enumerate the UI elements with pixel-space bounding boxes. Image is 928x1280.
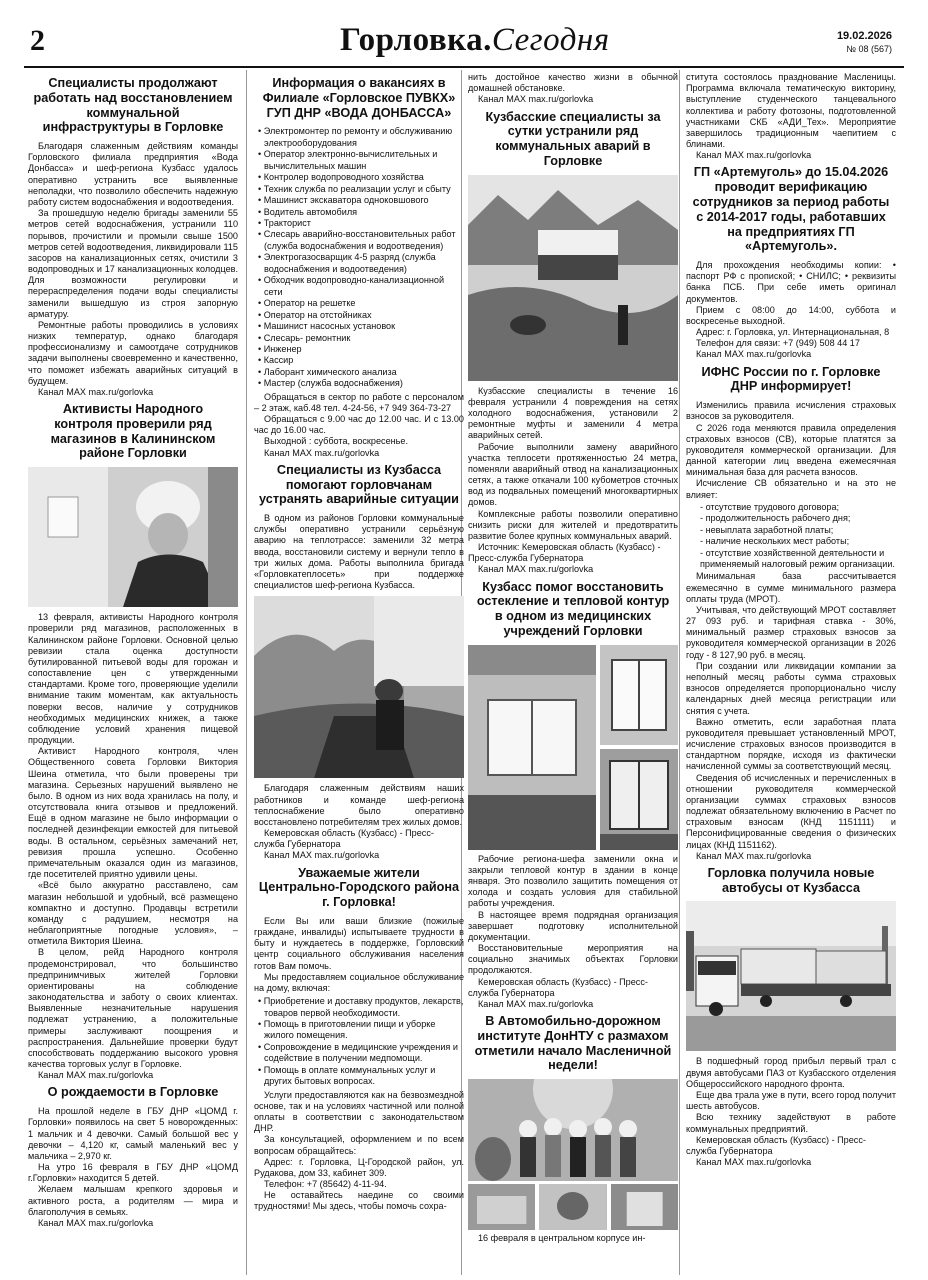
- paragraph: Минимальная база рассчитывается ежемесячно в сумме минимального размера оплаты труда (МРОТ).: [686, 571, 896, 604]
- paragraph: Всю технику задействуют в работе коммунальных предприятий.: [686, 1112, 896, 1134]
- column-divider: [246, 70, 247, 1275]
- conditions-list: [686, 502, 896, 571]
- article-title: Информация о вакансиях в Филиале «Горловское ПУВКХ» ГУП ДНР «ВОДА ДОНБАССА»: [262, 75, 456, 120]
- photo-maslenitsa-group: [468, 1079, 678, 1181]
- paragraph: Комплексные работы позволили оперативно снизить риски для жителей и предотвратить развитие более крупных коммунальных аварий.: [468, 508, 678, 541]
- photo-window-inside: [600, 749, 678, 850]
- photo-row-maslenitsa: [468, 1184, 678, 1230]
- source-link[interactable]: Канал MAX max.ru/gorlovka: [38, 386, 154, 397]
- article-continuation: [686, 72, 896, 161]
- source-link[interactable]: Канал MAX max.ru/gorlovka: [478, 94, 594, 105]
- article-title: Горловка получила новые автобусы от Кузбасса: [707, 864, 875, 895]
- list-item: • Кассир: [254, 355, 464, 366]
- list-item: • Оператор на отстойниках: [254, 310, 464, 321]
- article-title: Уважаемые жители Центрально-Городского района г. Горловка!: [258, 864, 460, 910]
- list-item: - продолжительность рабочего дня;: [686, 513, 896, 524]
- article-title: ИФНС России по г. Горловке ДНР информирует!: [701, 363, 881, 394]
- paragraph: Выходной : суббота, воскресенье.: [264, 436, 408, 447]
- paragraph: Ремонтные работы проводились в условиях низких температур, однако благодаря профессионализму и самоотдаче сотрудников задачи выполнены своевременно и качественно, что поможет избежать аварийных ситуаций в будущем.: [28, 319, 238, 386]
- paragraph: Мы предоставляем социальное обслуживание на дому, включая:: [254, 971, 464, 993]
- photo-buses-trucks: [686, 901, 896, 1051]
- list-item: • Мастер (служба водоснабжения): [254, 378, 464, 389]
- paragraph: Исчисление СВ обязательно и на это не влияет:: [686, 478, 896, 500]
- column-2: [254, 72, 464, 1213]
- photo-window-frame: [600, 645, 678, 745]
- photo-repair-site: [468, 175, 678, 381]
- list-item: • Электромонтер по ремонту и обслуживанию электрооборудования: [254, 126, 464, 149]
- paragraph: На прошлой неделе в ГБУ ДНР «ЦОМД г. Горловки» появилось на свет 5 новорожденных: 1 мальчик и 4 девочки. Самый большой вес у девочки – 4,120 кг, самый маленький вес у мальчика – 2,970 кг.: [28, 1106, 238, 1161]
- source-credit: Кемеровская область (Кузбасс) - Пресс-служба Губернатора: [686, 1134, 866, 1156]
- paragraph: В целом, рейд Народного контроля продемонстрировал, что большинство предпринимчивых жителей Горловки ориентированы на соблюдение законодательства и заботу о своих клиентах. Выявленные незначительные нарушения подлежат устранению, а положительные примеры заслуживают поощрения и распространения. Дальнейшие проверки будут способствовать поддержанию высокого уровня качества торговых услуг в Горловке.: [28, 947, 238, 1070]
- photo-event-3: [611, 1184, 678, 1230]
- paragraph: Адрес: г. Горловка, Ц-Городской район, ул. Рудакова, дом 33, кабинет 309.: [254, 1156, 464, 1178]
- source-link[interactable]: Канал MAX max.ru/gorlovka: [696, 850, 812, 861]
- paragraph: Для прохождения необходимы копии: • паспорт РФ с пропиской; • СНИЛС; • реквизиты банка ПСБ. При себе иметь оригинал документов.: [686, 260, 896, 304]
- list-item: - наличие нескольких мест работы;: [686, 536, 896, 547]
- list-item: - отсутствие трудового договора;: [686, 502, 896, 513]
- article-title: Кузбасс помог восстановить остекление и тепловой контур в одном из медицинских учреждений Горловки: [476, 578, 670, 638]
- issue-date: 19.02.2026: [836, 30, 892, 42]
- newspaper-title: Горловка.Сегодня: [340, 22, 610, 58]
- source-credit: Кемеровская область (Кузбасс) - Пресс-служба Губернатора: [468, 976, 648, 998]
- article-kuzbass-specialists: [468, 110, 678, 576]
- paragraph: 13 февраля, активисты Народного контроля проверили ряд магазинов, расположенных в Калининском районе Горловки. Основной целью ревизии стала оценка доступности бутилированной питьевой воды для горожан и сопоставление цен с утвержденными стандартами. Кроме того, проверяющие уделили внимание таким моментам, как актуальность поверки весов, наличие у сотрудников необходимых медицинских книжек, а также соблюдение условий хранения пищевой продукции.: [28, 612, 238, 746]
- article-people-control: [28, 402, 238, 1081]
- source-link[interactable]: Канал MAX max.ru/gorlovka: [696, 150, 812, 161]
- source-link[interactable]: Канал MAX max.ru/gorlovka: [478, 564, 594, 575]
- list-item: • Обходчик водопроводно-канализационной сети: [254, 275, 464, 298]
- article-heating-repair: [254, 463, 464, 862]
- paragraph: нить достойное качество жизни в обычной домашней обстановке.: [468, 72, 678, 94]
- photo-grid-windows: [468, 645, 678, 850]
- article-title: Специалисты продолжают работать над восстановлением коммунальной инфраструктуры в Горловке: [33, 75, 233, 135]
- source-link[interactable]: Канал MAX max.ru/gorlovka: [696, 1157, 812, 1168]
- source-link[interactable]: Канал MAX max.ru/gorlovka: [264, 850, 380, 861]
- paragraph: В настоящее время подрядная организация завершает подготовку исполнительной документации.: [468, 909, 678, 942]
- list-item: - невыплата заработной платы;: [686, 525, 896, 536]
- paragraph: Телефон: +7 (85642) 4-11-94.: [264, 1179, 387, 1190]
- list-item: • Машинист насосных установок: [254, 321, 464, 332]
- article-title: ГП «Артемуголь» до 15.04.2026 проводит верификацию сотрудников за период работы с 2014-2017 годы, работавших на предприятиях ГП «Артемуголь».: [692, 164, 890, 254]
- paragraph: Кузбасские специалисты в течение 16 февраля устранили 4 повреждения на сетях холодного водоснабжения, установили 2 ремонтные муфты и заменили 4 метра аварийных сетей.: [468, 385, 678, 441]
- paragraph: Обращаться с 9.00 час до 12.00 час. И с 13.00 час до 16.00 час.: [254, 414, 464, 436]
- list-item: - отсутствие хозяйственной деятельности и применяемый налоговый режим организации.: [686, 548, 896, 571]
- paragraph: Если Вы или ваши близкие (пожилые граждане, инвалиды) испытываете трудности в быту и нуждаетесь в поддержке, Горловский центр социального обслуживания населения готов Вам помочь.: [254, 915, 464, 971]
- paragraph: При создании или ликвидации компании за неполный месяц работы сумма страховых взносов определяется пропорционально числу календарных дней месяца регистрации или снятия с учета.: [686, 660, 896, 716]
- list-item: • Водитель автомобиля: [254, 207, 464, 218]
- photo-room-window: [468, 645, 596, 850]
- service-list: [254, 996, 464, 1088]
- list-item: • Машинист экскаватора одноковшового: [254, 195, 464, 206]
- list-item: • Помощь в приготовлении пищи и уборке жилого помещения.: [254, 1019, 464, 1042]
- source-credit: Кемеровская область (Кузбасс) - Пресс-служба Губернатора: [254, 828, 434, 850]
- source-link[interactable]: Канал MAX max.ru/gorlovka: [38, 1070, 154, 1081]
- list-item: • Оператор электронно-вычислительных и вычислительных машин: [254, 149, 464, 172]
- column-divider: [679, 70, 680, 1275]
- paragraph: Еще два трала уже в пути, всего город получит шесть автобусов.: [686, 1089, 896, 1112]
- paragraph: Учитывая, что действующий МРОТ составляет 27 093 руб. и тарифная ставка - 30%, минимальный размер страховых взносов за руководителя коммерческой организации в 2026 году - 8 127,90 руб. в месяц.: [686, 604, 896, 660]
- paragraph: Важно отметить, если заработная плата руководителя превышает установленный МРОТ, исчисление страховых взносов производится в стандартном порядке, исходя из фактически начисленной суммы за соответствующий месяц.: [686, 716, 896, 772]
- issue-info: [837, 30, 892, 54]
- list-item: • Слесарь- ремонтник: [254, 333, 464, 344]
- photo-inspector-reading: [28, 467, 238, 607]
- article-title: Кузбасские специалисты за сутки устранили ряд коммунальных аварий в Горловке: [485, 108, 661, 168]
- article-title: Активисты Народного контроля проверили ряд магазинов в Калининском районе Горловки: [50, 401, 216, 461]
- article-new-buses: [686, 866, 896, 1168]
- paragraph: Активист Народного контроля, член Общественного совета Горловки Виктория Шеина отметила, что были проверены три магазина. Серьезных нарушений выявлено не было. В одном из них вода хранилась на полу, и отсутствовала книга отзывов и предложений. Ещё в одном магазине не было информации о последней дезинфекции емкостей для питьевой воды. В остальном, серьёзных замечаний нет, ревизия прошла успешно. Особенно примечательным оказался один из магазинов, где посетителей приятно удивили цены.: [28, 746, 238, 880]
- column-3: [468, 72, 678, 1244]
- source-link[interactable]: Канал MAX max.ru/gorlovka: [478, 998, 594, 1009]
- article-title: В Автомобильно-дорожном институте ДонНТУ с размахом отметили начало Масленичной недели!: [474, 1013, 672, 1073]
- article-continuation: [468, 72, 678, 106]
- paragraph: В подшефный город прибыл первый трал с двумя автобусами ПАЗ от Кузбасского отделения Общероссийского народного фронта.: [686, 1056, 896, 1089]
- article-maslenitsa: [468, 1014, 678, 1244]
- column-4: [686, 72, 896, 1168]
- paragraph: «Всё было аккуратно расставлено, сам магазин небольшой и удобный, всё размещено компактно и доступно. Продавцы встретили команду с радушием, несмотря на неблагоприятные погодные условия», – отметила Виктория Шеина.: [28, 880, 238, 947]
- article-birth-rate: [28, 1085, 238, 1229]
- paragraph: За прошедшую неделю бригады заменили 55 метров сетей водоснабжения, устранили 110 порывов, прочистили и промыли свыше 1500 метров сетей водоотведения, ликвидировали 115 засоров на канализационных сетях, очистили 3 водопроводных и 17 канализационных колодцев. Для возможности регулировки и перераспределения подачи воды специалисты заменили вышедшую из строя запорную арматуру.: [28, 208, 238, 319]
- paragraph: Услуги предоставляются как на безвозмездной основе, так и на условиях частичной или полной оплаты в соответствии с законодательством ДНР.: [254, 1089, 464, 1134]
- page-number: 2: [30, 24, 45, 57]
- list-item: • Тракторист: [254, 218, 464, 229]
- article-tax-service: [686, 365, 896, 862]
- article-title: Специалисты из Кузбасса помогают горловчанам устранять аварийные ситуации: [259, 461, 459, 507]
- list-item: • Инженер: [254, 344, 464, 355]
- paragraph: Изменились правила исчисления страховых взносов за руководителя.: [686, 400, 896, 422]
- paragraph: Телефон для связи: +7 (949) 508 44 17: [696, 338, 860, 349]
- photo-event-1: [468, 1184, 535, 1230]
- header-rule: [24, 66, 904, 68]
- source-link[interactable]: Канал MAX max.ru/gorlovka: [696, 349, 812, 360]
- paragraph: Благодаря слаженным действиям команды Горловского филиала предприятия «Вода Донбасса» и шеф-региона Кузбасс удалось оперативно устранить все выявленные неполадки, что позволило обеспечить надежную работу систем водоснабжения и водоотведения.: [28, 141, 238, 207]
- paragraph: Сведения об исчисленных и перечисленных в отношении руководителя коммерческой организации суммах страховых взносов подлежат обязательному включению в Расчет по страховым взносам (КНД 1151111) и Персонифицированные сведения о физических лицах (КНД 1151162).: [686, 772, 896, 850]
- column-1: [28, 72, 238, 1229]
- article-title: О рождаемости в Горловке: [47, 1084, 219, 1100]
- article-social-service: [254, 866, 464, 1213]
- paragraph: Не оставайтесь наедине со своими трудностями! Мы здесь, чтобы помочь сохра-: [254, 1190, 464, 1212]
- paragraph: Желаем малышам крепкого здоровья и активного роста, а родителям — мира и благополучия в семьях.: [28, 1184, 238, 1217]
- source-credit: Источник: Кемеровская область (Кузбасс) - Пресс-служба Губернатора: [468, 542, 661, 564]
- paragraph: 16 февраля в центральном корпусе ин-: [478, 1233, 646, 1244]
- paragraph: В одном из районов Горловки коммунальные службы оперативно устранили серьёзную аварию на теплотрассе: заменили 32 метра ввода, восстановили систему и вернули тепло в три жилых дома. Работы выполнила бригада «Горловкатеплосеть» при поддержке специалистов шеф-региона Кузбасса.: [254, 513, 464, 591]
- article-windows-restored: [468, 580, 678, 1011]
- article-water-repair: [28, 76, 238, 398]
- source-link[interactable]: Канал MAX max.ru/gorlovka: [38, 1217, 154, 1228]
- article-artemugol: [686, 165, 896, 360]
- list-item: • Помощь в оплате коммунальных услуг и других бытовых вопросах.: [254, 1065, 464, 1088]
- list-item: • Лаборант химического анализа: [254, 367, 464, 378]
- paragraph: Рабочие региона-шефа заменили окна и закрыли тепловой контур в здании в конце января. Это позволило защитить помещения от холода и создать условия для стабильной работы учреждения.: [468, 853, 678, 909]
- paragraph: Рабочие выполнили замену аварийного участка теплосети протяженностью 24 метра, поменяли аварийный отвод на канализационных сетях, а также откачали 100 кубометров сточных вод из подвальных помещений многоквартирных домов.: [468, 441, 678, 508]
- paragraph: Благодаря слаженным действиям наших работников и команде шеф-региона теплоснабжение было оперативно восстановлено потребителям трех жилых домов.: [254, 783, 464, 827]
- masthead: [0, 0, 928, 70]
- paragraph: Восстановительные мероприятия на социально значимых объектах Горловки продолжаются.: [468, 943, 678, 976]
- photo-workers-trench: [254, 596, 464, 778]
- source-link[interactable]: Канал MAX max.ru/gorlovka: [264, 447, 380, 458]
- vacancy-list: [254, 126, 464, 389]
- issue-number: № 08 (567): [846, 44, 892, 54]
- list-item: • Слесарь аварийно-восстановительных работ (служба водоснабжения и водоотведения): [254, 229, 464, 252]
- paragraph: ститута состоялось празднование Масленицы. Программа включала тематическую викторину, выступление студенческого танцевального коллектива и работу фотозоны, подготовленной участниками СКБ «АДИ_Тех». Мероприятие завершилось традиционным чаепитием с блинами.: [686, 72, 896, 150]
- list-item: • Приобретение и доставку продуктов, лекарств, товаров первой необходимости.: [254, 996, 464, 1019]
- paragraph: За консультацией, оформлением и по всем вопросам обращайтесь:: [254, 1134, 464, 1156]
- list-item: • Техник служба по реализации услуг и сбыту: [254, 184, 464, 195]
- paragraph: С 2026 года меняются правила определения страховых взносов (СВ), которые платятся за руководителя коммерческой организации. Для данной категории лиц введена ежемесячная минимальная база для расчета взносов.: [686, 422, 896, 478]
- paragraph: Адрес: г. Горловка, ул. Интернациональная, 8: [696, 327, 890, 338]
- paragraph: Прием с 08:00 до 14:00, суббота и воскресенье выходной.: [686, 304, 896, 326]
- list-item: • Электрогазосварщик 4-5 разряд (служба водоснабжения и водоотведения): [254, 252, 464, 275]
- paragraph: На утро 16 февраля в ГБУ ДНР «ЦОМД г.Горловки» находится 5 детей.: [28, 1162, 238, 1184]
- list-item: • Оператор на решетке: [254, 298, 464, 309]
- photo-event-2: [539, 1184, 606, 1230]
- paragraph: Обращаться в сектор по работе с персоналом – 2 этаж, каб.48 тел. 4-24-56, +7 949 364-73-27: [254, 391, 464, 413]
- article-vacancies: [254, 76, 464, 459]
- list-item: • Сопровождение в медицинские учреждения и содействие в получении медпомощи.: [254, 1042, 464, 1065]
- list-item: • Контролер водопроводного хозяйства: [254, 172, 464, 183]
